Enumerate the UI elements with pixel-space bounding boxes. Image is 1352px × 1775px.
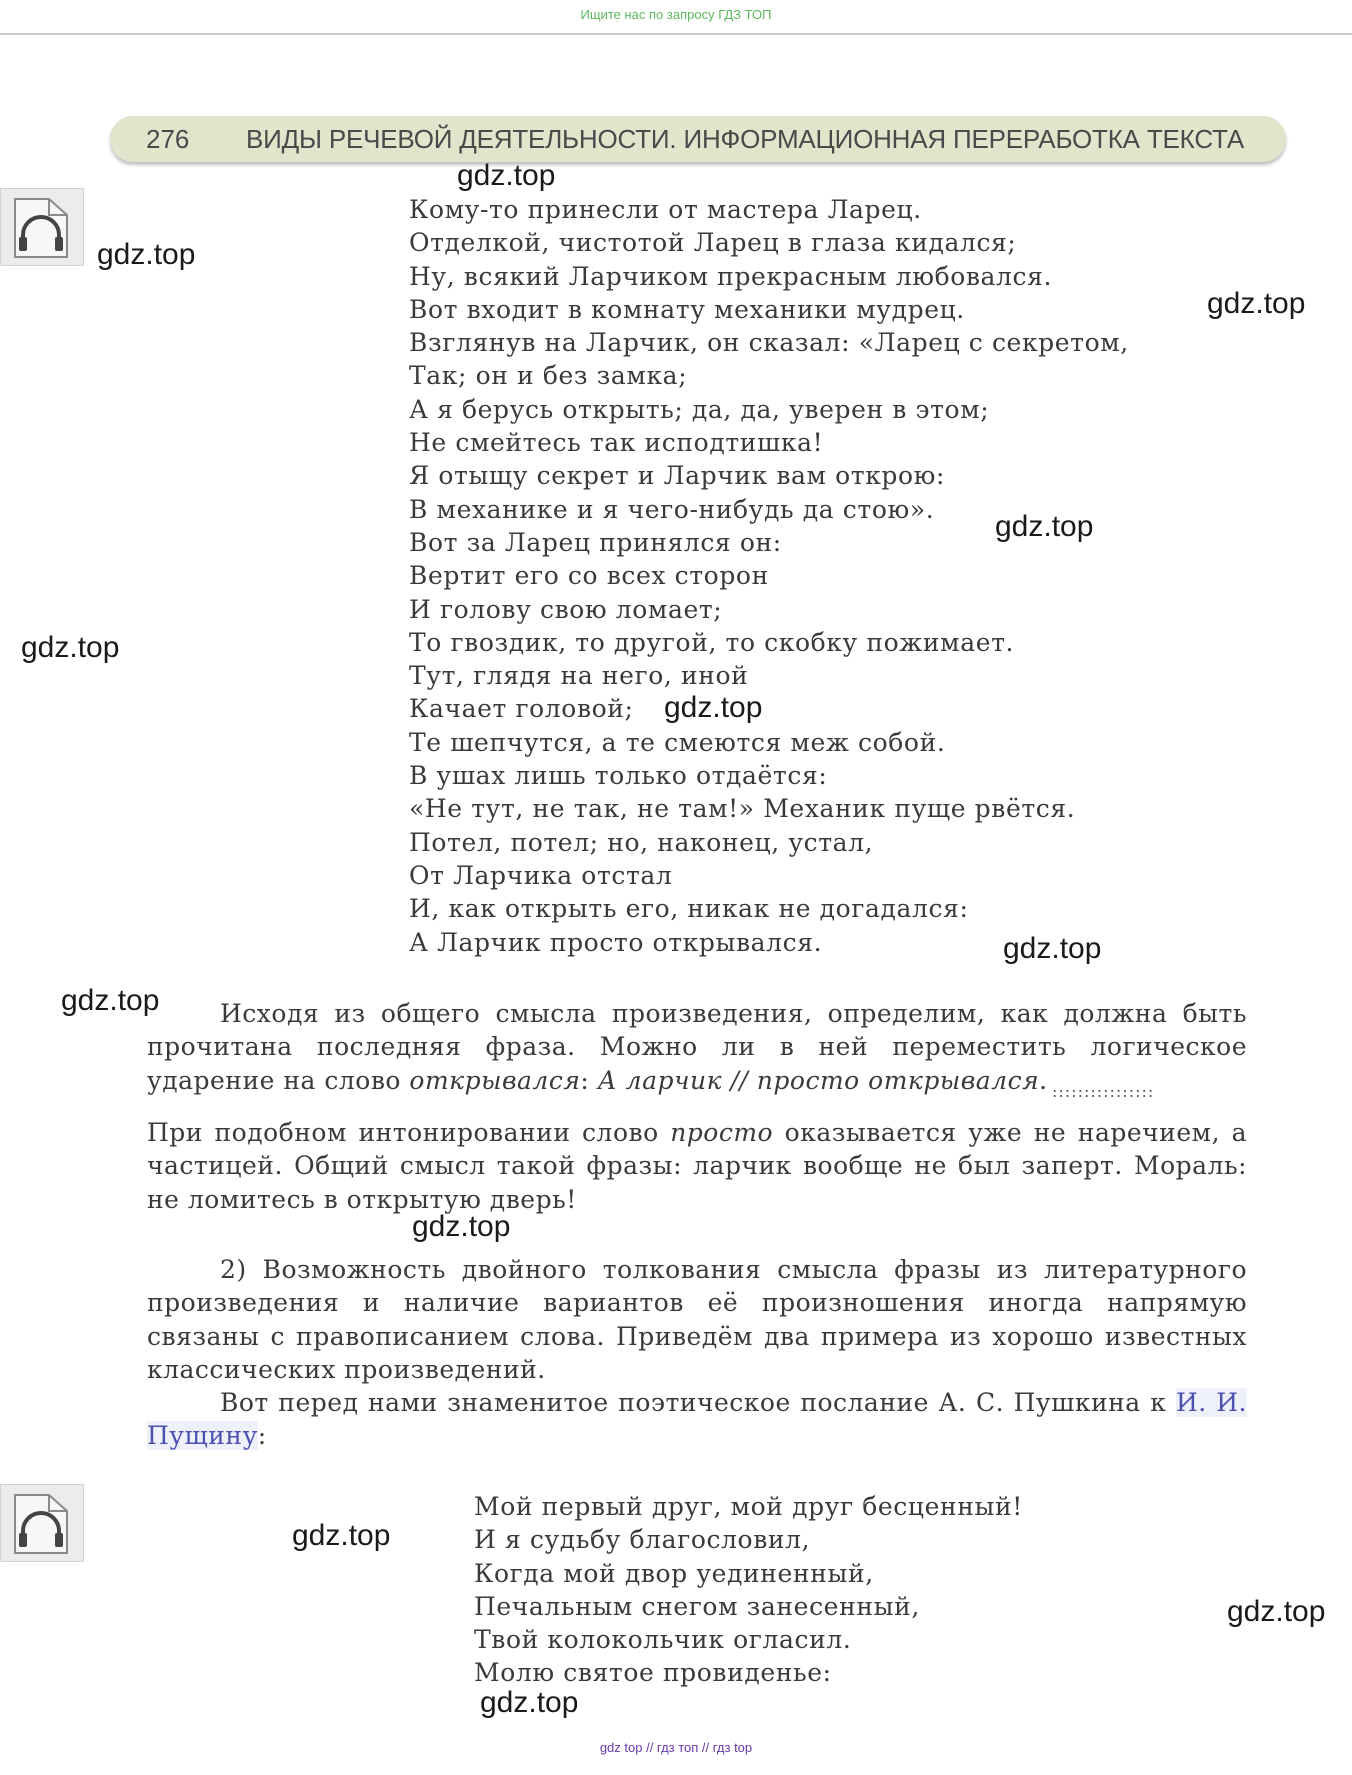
para-text: Вот перед нами знаменитое поэтическое послание А. С. Пушкина к bbox=[220, 1388, 1176, 1417]
poem-line: И я судьбу благословил, bbox=[474, 1525, 811, 1555]
poem-line: Вот за Ларец принялся он: bbox=[409, 527, 782, 557]
watermark: gdz.top bbox=[412, 1210, 511, 1243]
poem-line: Вот входит в комнату механики мудрец. bbox=[409, 294, 965, 324]
page-number: 276 bbox=[146, 123, 190, 154]
poem-line: Отделкой, чистотой Ларец в глаза кидался; bbox=[409, 228, 1017, 258]
poem-line: Не смейтесь так исподтишка! bbox=[409, 428, 824, 458]
poem-line: В ушах лишь только отдаётся: bbox=[409, 761, 828, 791]
poem-line: Мой первый друг, мой друг бесценный! bbox=[474, 1492, 1023, 1521]
poem-line: Потел, потел; но, наконец, устал, bbox=[409, 827, 874, 857]
poem-line: А Ларчик просто открывался. bbox=[409, 927, 823, 957]
poem-line: А я берусь открыть; да, да, уверен в этом; bbox=[409, 394, 990, 424]
poem-line: Тут, глядя на него, иной bbox=[409, 661, 749, 691]
poem-line: Когда мой двор уединенный, bbox=[474, 1558, 874, 1588]
para-text: : bbox=[580, 1065, 598, 1095]
poem-line: То гвоздик, то другой, то скобку пожимает. bbox=[409, 627, 1015, 657]
footer-links: gdz top // гдз топ // гдз top bbox=[599, 1740, 753, 1755]
poem-line: Твой колокольчик огласил. bbox=[474, 1625, 852, 1655]
poem-line: Кому-то принесли от мастера Ларец. bbox=[409, 195, 922, 224]
poem-larchik bbox=[409, 193, 1129, 959]
para-italic: А ларчик // просто открывался bbox=[597, 1065, 1040, 1095]
paragraph-pushkin bbox=[147, 1386, 1247, 1453]
poem-line: Так; он и без замка; bbox=[409, 361, 688, 391]
headphones-icon bbox=[9, 1491, 73, 1557]
poem-line: Взглянув на Ларчик, он сказал: «Ларец с секретом, bbox=[409, 328, 1129, 358]
top-banner bbox=[0, 0, 1352, 35]
poem-line: Печальным снегом занесенный, bbox=[474, 1591, 920, 1621]
watermark: gdz.top bbox=[97, 238, 196, 271]
poem-line: Молю святое провиденье: bbox=[474, 1658, 832, 1688]
para-italic: открывался bbox=[409, 1065, 581, 1095]
audio-button-2[interactable] bbox=[0, 1484, 84, 1562]
poem-line: От Ларчика отстал bbox=[409, 860, 673, 890]
poem-line: Качает головой; bbox=[409, 694, 634, 724]
poem-line: Я отыщу секрет и Ларчик вам открою: bbox=[409, 461, 946, 491]
watermark: gdz.top bbox=[1003, 932, 1102, 965]
watermark: gdz.top bbox=[480, 1686, 579, 1719]
section-title: ВИДЫ РЕЧЕВОЙ ДЕЯТЕЛЬНОСТИ. ИНФОРМАЦИОННАЯ ПЕРЕРАБОТКА ТЕКСТА bbox=[246, 123, 1244, 154]
page-header bbox=[110, 116, 1286, 162]
para-text: Исходя из общего смысла произведения, определим, как должна быть прочитана последняя фраза. Можно ли в ней переместить логическое ударение на слово bbox=[147, 999, 1247, 1095]
para-italic: просто bbox=[670, 1118, 774, 1147]
paragraph-intonation bbox=[147, 1116, 1247, 1216]
para-text: : bbox=[257, 1421, 267, 1451]
watermark: gdz.top bbox=[664, 691, 763, 724]
stress-dots: :::::::::::::::: bbox=[1052, 1082, 1155, 1101]
audio-button-1[interactable] bbox=[0, 188, 84, 266]
para-text: . bbox=[1039, 1065, 1048, 1095]
poem-line: В механике и я чего-нибудь да стою». bbox=[409, 494, 935, 524]
watermark: gdz.top bbox=[292, 1519, 391, 1552]
top-banner-text: Ищите нас по запросу ГДЗ ТОП bbox=[580, 7, 772, 22]
watermark: gdz.top bbox=[457, 159, 556, 192]
para-text: При подобном интонировании слово bbox=[147, 1118, 671, 1147]
poem-line: «Не тут, не так, не там!» Механик пуще рвётся. bbox=[409, 794, 1076, 824]
watermark: gdz.top bbox=[995, 510, 1094, 543]
watermark: gdz.top bbox=[61, 984, 160, 1017]
watermark: gdz.top bbox=[21, 631, 120, 664]
watermark: gdz.top bbox=[1227, 1595, 1326, 1628]
poem-line: Ну, всякий Ларчиком прекрасным любовался. bbox=[409, 261, 1053, 291]
headphones-icon bbox=[9, 195, 73, 261]
poem-line: Вертит его со всех сторон bbox=[409, 561, 769, 591]
poem-line: И голову свою ломает; bbox=[409, 594, 723, 624]
paragraph-double-meaning: 2) Возможность двойного толкования смысла фразы из литературного произведения и наличие вариантов её произношения иногда напрямую связаны с правописанием слова. Приведём два примера из хорошо известных классических произведений. bbox=[147, 1255, 1247, 1384]
poem-line: Те шепчутся, а те смеются меж собой. bbox=[409, 727, 946, 757]
poem-line: И, как открыть его, никак не догадался: bbox=[409, 894, 969, 924]
para-text: оказывается уже не наречием, а частицей. Общий смысл такой фразы: ларчик вообще не был заперт. Мораль: не ломитесь в открытую дверь! bbox=[147, 1118, 1247, 1214]
pushchin-link[interactable]: И. И. Пущину bbox=[147, 1388, 1247, 1451]
watermark: gdz.top bbox=[1207, 287, 1306, 320]
poem-pushchin bbox=[474, 1490, 1023, 1690]
